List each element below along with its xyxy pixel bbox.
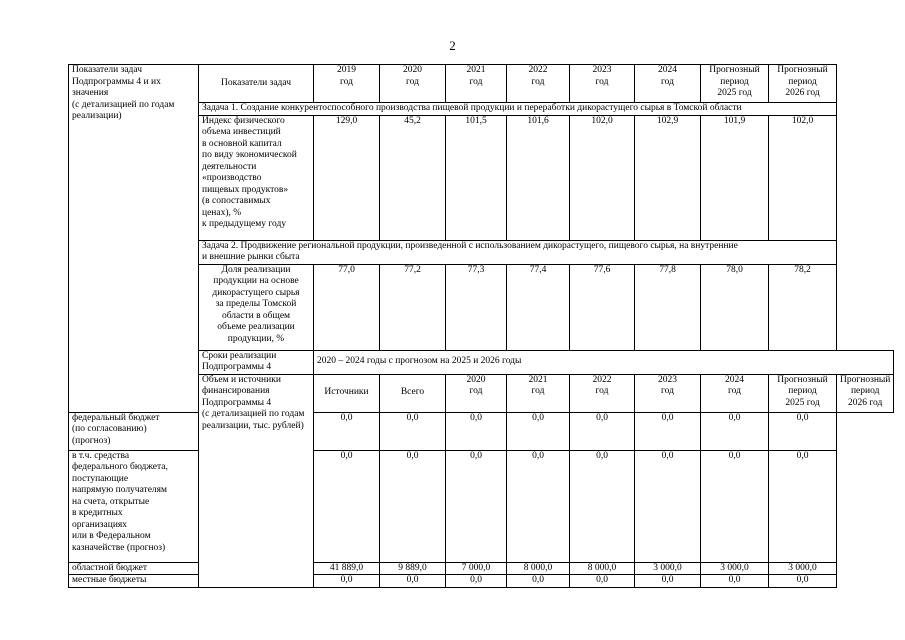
value-cell: 78,0 xyxy=(701,264,769,350)
value-cell: 0,0 xyxy=(314,450,380,562)
source-federal-direct: в т.ч. средства федерального бюджета, поступающие напрямую получателям на счета, открытые в кредитных организациях или в Федеральном казначействе (прогноз) xyxy=(69,450,199,562)
value-cell: 0,0 xyxy=(446,450,507,562)
value-cell: 78,2 xyxy=(769,264,837,350)
th-year: 2021 год xyxy=(507,374,570,412)
value-cell: 0,0 xyxy=(570,412,635,450)
value-cell: 8 000,0 xyxy=(507,562,570,575)
financing-label: Объем и источники финансирования Подпрограммы 4 (с детализацией по годам реализации, тыс. рублей) xyxy=(199,374,314,587)
value-cell: 102,9 xyxy=(635,115,701,240)
value-cell: 8 000,0 xyxy=(570,562,635,575)
th-year: 2023 год xyxy=(570,65,635,103)
value-cell: 0,0 xyxy=(635,450,701,562)
value-cell: 0,0 xyxy=(635,575,701,588)
th-year: 2019 год xyxy=(314,65,380,103)
value-cell: 77,2 xyxy=(380,264,446,350)
th-indicator: Показатели задач xyxy=(199,65,314,103)
th-forecast: Прогнозный период 2026 год xyxy=(837,374,894,412)
value-cell: 41 889,0 xyxy=(314,562,380,575)
th-year: 2022 год xyxy=(570,374,635,412)
task-1-indicator: Индекс физического объема инвестиций в основной капитал по виду экономической деятельности «производство пищевых продуктов» (в сопоставимых ценах), % к предыдущему году xyxy=(199,115,314,240)
th-source: Источники xyxy=(314,374,380,412)
th-forecast: Прогнозный период 2025 год xyxy=(701,65,769,103)
passport-table xyxy=(68,64,894,588)
th-year: 2021 год xyxy=(446,65,507,103)
value-cell: 102,0 xyxy=(570,115,635,240)
page-number: 2 xyxy=(449,38,456,53)
value-cell: 0,0 xyxy=(769,575,837,588)
value-cell: 0,0 xyxy=(701,575,769,588)
value-cell: 0,0 xyxy=(701,412,769,450)
th-forecast: Прогнозный период 2025 год xyxy=(769,374,837,412)
source-regional: областной бюджет xyxy=(69,562,199,575)
value-cell: 77,8 xyxy=(635,264,701,350)
value-cell: 0,0 xyxy=(314,575,380,588)
value-cell: 0,0 xyxy=(701,450,769,562)
th-year: 2024 год xyxy=(701,374,769,412)
value-cell: 3 000,0 xyxy=(769,562,837,575)
value-cell: 77,0 xyxy=(314,264,380,350)
value-cell: 9 889,0 xyxy=(380,562,446,575)
th-year: 2023 год xyxy=(635,374,701,412)
task-2-title: Задача 2. Продвижение региональной продукции, произведенной с использованием дикорастущего, пищевого сырья, на внутренние и внешние рынки сбыта xyxy=(199,240,837,264)
th-year: 2022 год xyxy=(507,65,570,103)
value-cell: 102,0 xyxy=(769,115,837,240)
value-cell: 45,2 xyxy=(380,115,446,240)
th-year: 2020 год xyxy=(446,374,507,412)
value-cell: 0,0 xyxy=(769,450,837,562)
value-cell: 101,5 xyxy=(446,115,507,240)
value-cell: 0,0 xyxy=(380,412,446,450)
th-year: 2020 год xyxy=(380,65,446,103)
th-forecast: Прогнозный период 2026 год xyxy=(769,65,837,103)
value-cell: 0,0 xyxy=(635,412,701,450)
value-cell: 77,6 xyxy=(570,264,635,350)
value-cell: 129,0 xyxy=(314,115,380,240)
task-1-title: Задача 1. Создание конкурентоспособного производства пищевой продукции и переработки дикорастущего сырья в Томской области xyxy=(199,103,837,116)
value-cell: 0,0 xyxy=(380,450,446,562)
value-cell: 0,0 xyxy=(507,412,570,450)
terms-value: 2020 – 2024 годы с прогнозом на 2025 и 2026 годы xyxy=(314,350,894,374)
th-total: Всего xyxy=(380,374,446,412)
th-year: 2024 год xyxy=(635,65,701,103)
value-cell: 101,6 xyxy=(507,115,570,240)
value-cell: 77,4 xyxy=(507,264,570,350)
value-cell: 3 000,0 xyxy=(701,562,769,575)
source-local: местные бюджеты xyxy=(69,575,199,588)
terms-label: Сроки реализации Подпрограммы 4 xyxy=(199,350,314,374)
value-cell: 0,0 xyxy=(446,575,507,588)
value-cell: 0,0 xyxy=(507,450,570,562)
value-cell: 3 000,0 xyxy=(635,562,701,575)
value-cell: 101,9 xyxy=(701,115,769,240)
value-cell: 7 000,0 xyxy=(446,562,507,575)
value-cell: 0,0 xyxy=(380,575,446,588)
value-cell: 77,3 xyxy=(446,264,507,350)
value-cell: 0,0 xyxy=(769,412,837,450)
tasks-indicators-label: Показатели задач Подпрограммы 4 и их значения (с детализацией по годам реализации) xyxy=(69,65,199,413)
value-cell: 0,0 xyxy=(570,575,635,588)
value-cell: 0,0 xyxy=(314,412,380,450)
source-federal: федеральный бюджет (по согласованию) (прогноз) xyxy=(69,412,199,450)
task-2-indicator: Доля реализации продукции на основе дикорастущего сырья за пределы Томской области в общем объеме реализации продукции, % xyxy=(199,264,314,350)
value-cell: 0,0 xyxy=(446,412,507,450)
value-cell: 0,0 xyxy=(507,575,570,588)
value-cell: 0,0 xyxy=(570,450,635,562)
